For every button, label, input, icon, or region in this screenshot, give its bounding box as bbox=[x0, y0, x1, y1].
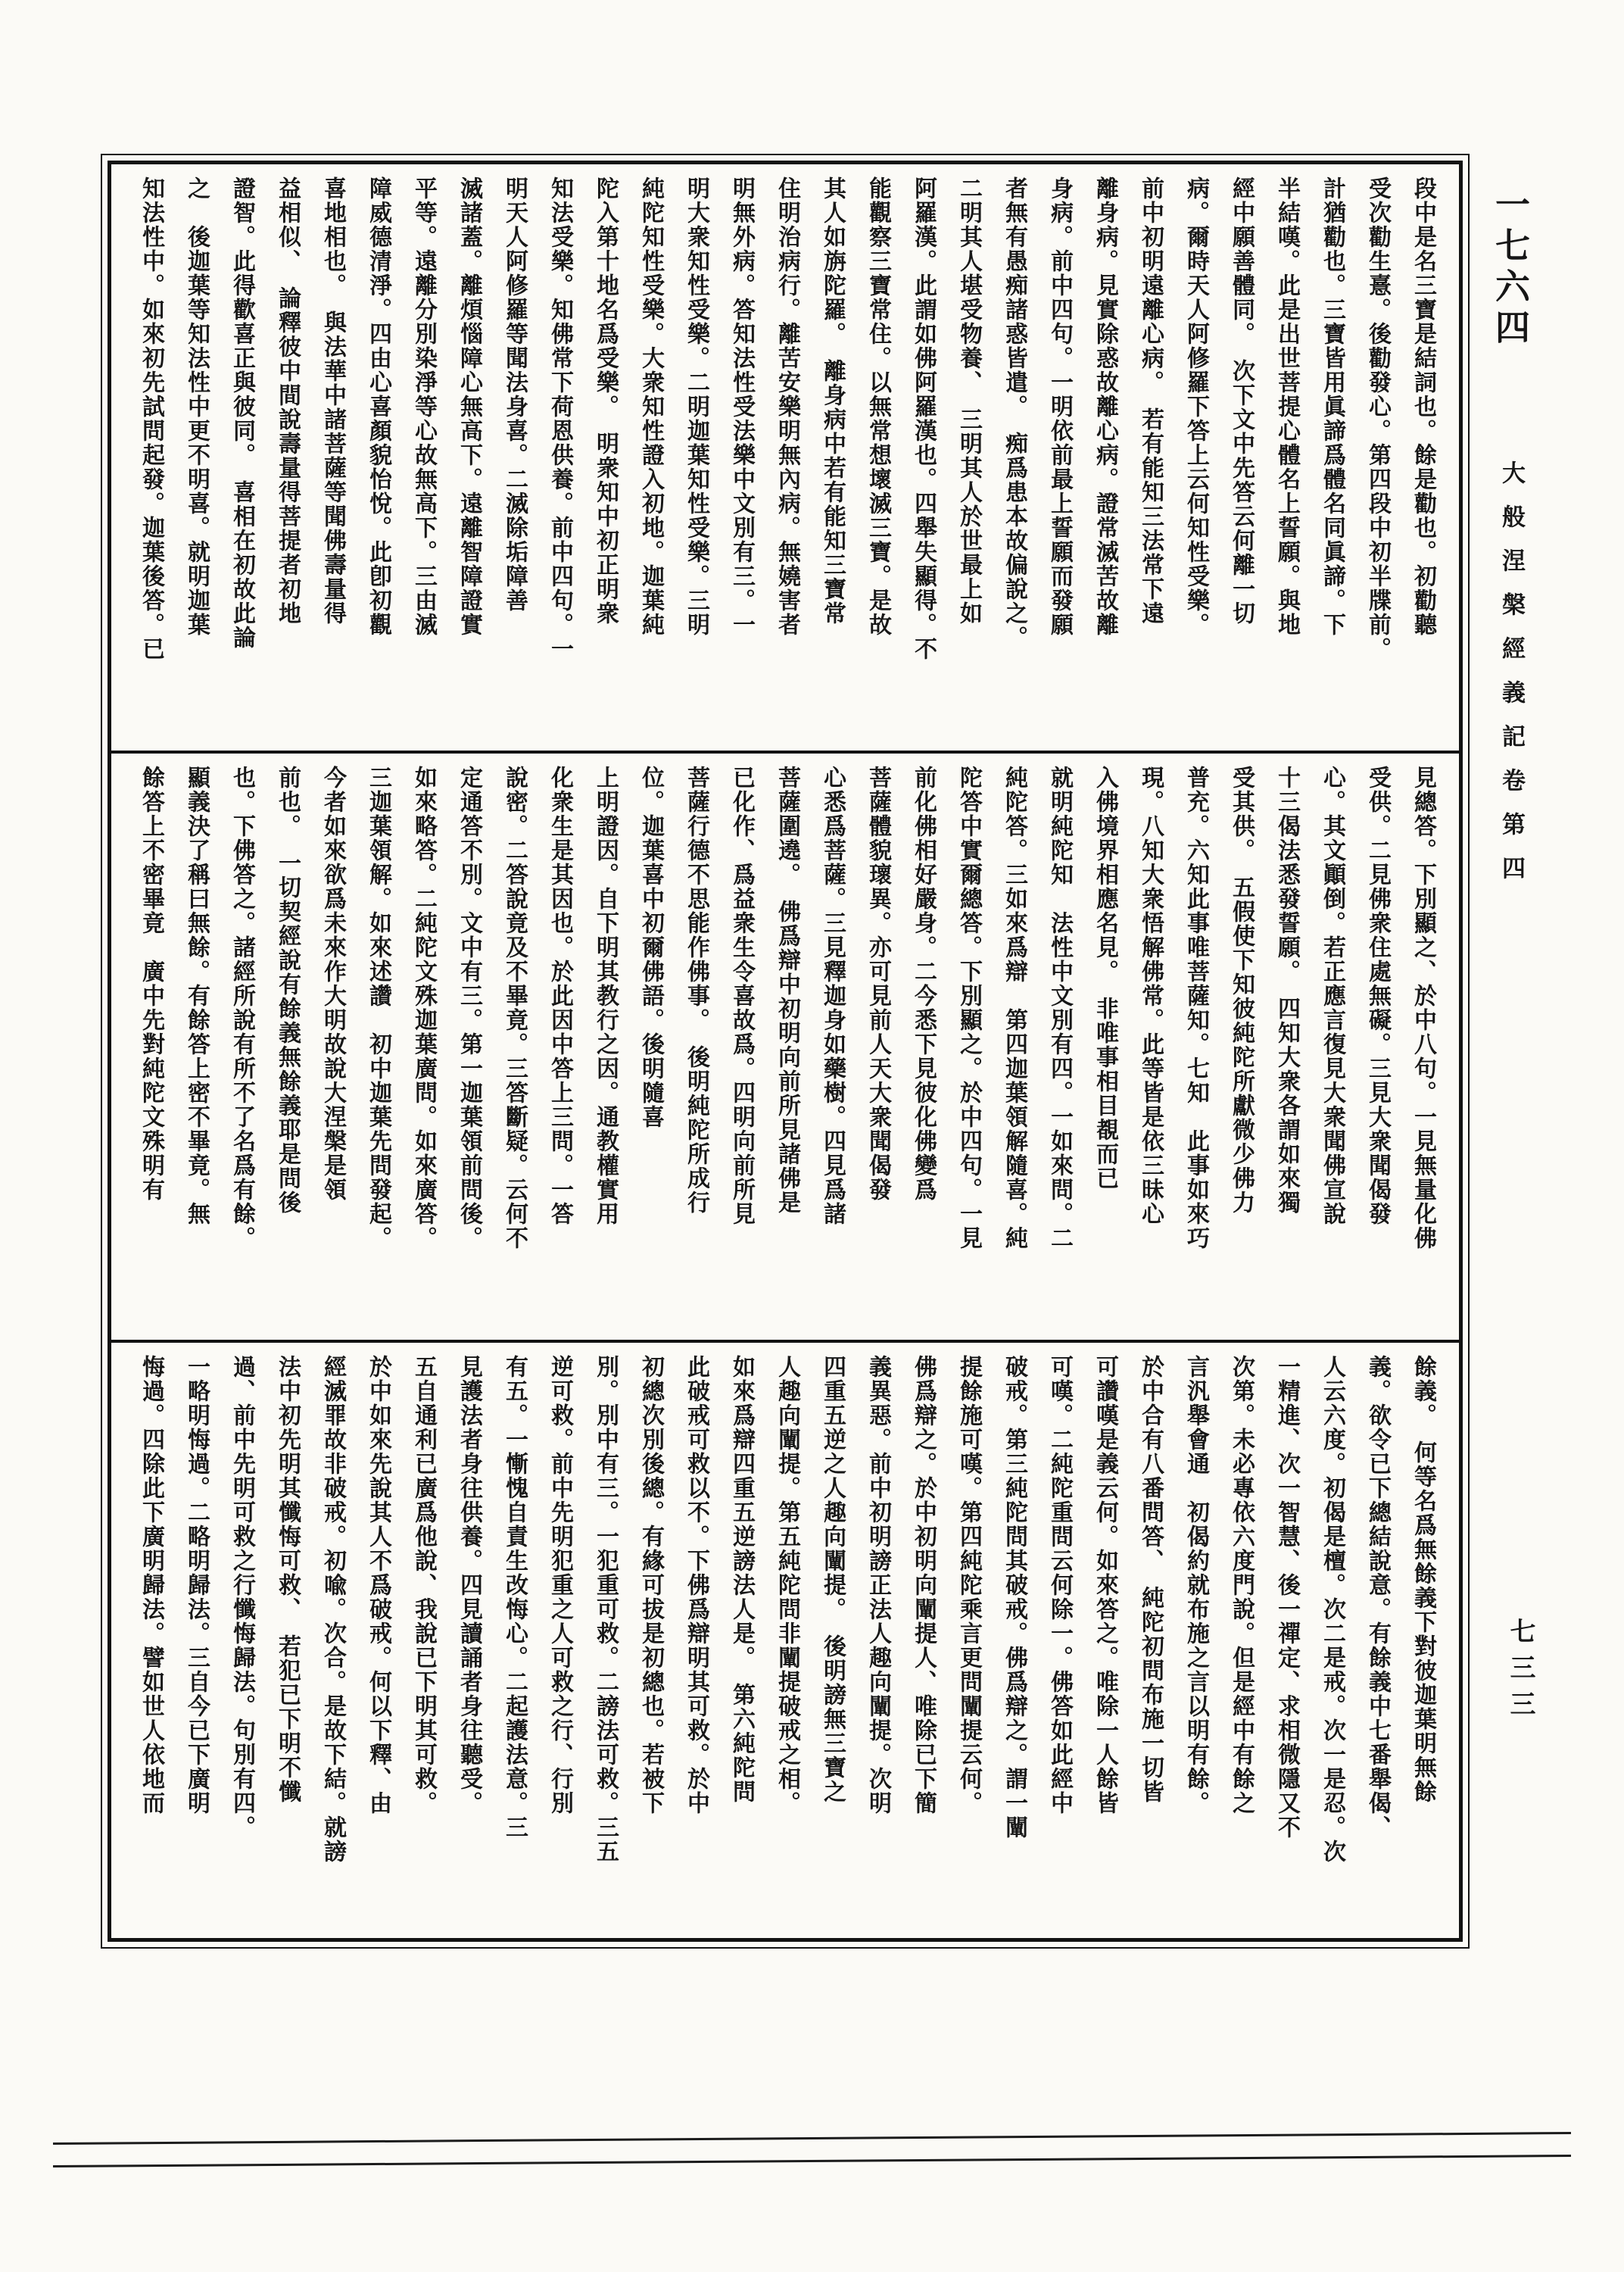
text-column: 此破戒可救以不。下佛爲辯明其可救。於中 bbox=[683, 1355, 709, 1815]
text-column: 離身病。見實除惑故離心病。證常滅苦故離 bbox=[1092, 176, 1118, 637]
text-column: 知法性中。如來初先試問起發。迦葉後答。已 bbox=[138, 176, 164, 661]
text-column: 證智。此得歡喜正與彼同。 喜相在初故此論 bbox=[229, 176, 255, 650]
text-column: 化衆生是其因也。於此因中答上三問。一答 bbox=[547, 766, 573, 1226]
text-column: 餘答上不密畢竟 廣中先對純陀文殊明有 bbox=[138, 766, 164, 1202]
text-column: 受其供。 五假使下知彼純陀所獻微少佛力 bbox=[1228, 766, 1255, 1215]
text-column: 經滅罪故非破戒。初喩。次合。是故下結。就謗 bbox=[320, 1355, 346, 1864]
text-column: 明大衆知性受樂。二明迦葉知性受樂。三明 bbox=[683, 176, 709, 637]
text-column: 四重五逆之人趣向闡提。 後明謗無三寶之 bbox=[819, 1355, 846, 1804]
text-column: 益相似、 論釋彼中間說壽量得菩提者初地 bbox=[274, 176, 301, 626]
text-column: 純陀知性受樂。大衆知性證入初地。迦葉純 bbox=[637, 176, 664, 637]
text-column: 法中初先明其懺悔可救、 若犯已下明不懺 bbox=[274, 1355, 301, 1804]
band-2 bbox=[111, 754, 1459, 1343]
text-column: 知法受樂。知佛常下荷恩供養。前中四句。一 bbox=[547, 176, 573, 661]
text-column: 於中如來先說其人不爲破戒。何以下釋、由 bbox=[365, 1355, 391, 1815]
text-column: 心。其文顚倒。若正應言復見大衆聞佛宣說 bbox=[1319, 766, 1345, 1226]
margin-scripture-title: 大般涅槃經義記卷第四 bbox=[1498, 460, 1525, 900]
text-column: 上明證因。自下明其教行之因。通教權實用 bbox=[592, 766, 619, 1226]
text-column: 前化佛相好嚴身。二今悉下見彼化佛變爲 bbox=[910, 766, 937, 1202]
margin-sheet-number: 七三三 bbox=[1505, 1618, 1535, 1727]
text-column: 已化作、爲益衆生令喜故爲。四明向前所見 bbox=[728, 766, 755, 1226]
text-column: 有五。一慚愧自責生改悔心。二起護法意。三 bbox=[501, 1355, 528, 1840]
text-column: 前也。 一切契經說有餘義無餘義耶是問後 bbox=[274, 766, 301, 1215]
text-column: 前中初明遠離心病。 若有能知三法常下遠 bbox=[1137, 176, 1164, 626]
text-column: 見總答。下別顯之、於中八句。一見無量化佛 bbox=[1410, 766, 1436, 1250]
text-column: 段中是名三寶是結詞也。餘是勸也。初勸聽 bbox=[1410, 176, 1436, 637]
text-column: 顯義決了稱曰無餘。有餘答上密不畢竟。無 bbox=[183, 766, 210, 1226]
text-column: 五自通利已廣爲他說、我說已下明其可救。 bbox=[410, 1355, 437, 1815]
text-column: 義。欲令已下總結說意。有餘義中七番舉偈、 bbox=[1364, 1355, 1391, 1840]
text-column: 一略明悔過。二略明歸法。三自今已下廣明 bbox=[183, 1355, 210, 1815]
text-column: 就明純陀知 法性中文別有四。一如來問。二 bbox=[1046, 766, 1073, 1250]
margin-volume-page-number: 一七六四 bbox=[1490, 186, 1531, 350]
text-column: 一精進、次一智慧、後一禪定、求相微隱又不 bbox=[1273, 1355, 1300, 1840]
text-column: 次第。未必專依六度門說。但是經中有餘之 bbox=[1228, 1355, 1255, 1815]
text-column: 陀答中實爾總答。下別顯之。於中四句。一見 bbox=[955, 766, 982, 1250]
text-column: 受供。二見佛衆住處無礙。三見大衆聞偈發 bbox=[1364, 766, 1391, 1226]
text-column: 陀入第十地名爲受樂。 明衆知中初正明衆 bbox=[592, 176, 619, 626]
text-column: 破戒。第三純陀問其破戒。佛爲辯之。謂一闡 bbox=[1001, 1355, 1027, 1840]
text-column: 如來略答。二純陀文殊迦葉廣問。如來廣答。 bbox=[410, 766, 437, 1250]
text-column: 菩薩體貌瓌異。亦可見前人天大衆聞偈發 bbox=[865, 766, 891, 1202]
text-column: 純陀答。三如來爲辯 第四迦葉領解隨喜。純 bbox=[1001, 766, 1027, 1250]
text-column: 之 後迦葉等知法性中更不明喜。就明迦葉 bbox=[183, 176, 210, 637]
text-frame bbox=[108, 161, 1463, 1942]
text-column: 阿羅漢。此謂如佛阿羅漢也。四舉失顯得。不 bbox=[910, 176, 937, 661]
text-column: 初總次別後總。有緣可拔是初總也。若被下 bbox=[637, 1355, 664, 1815]
text-column: 今者如來欲爲未來作大明故說大涅槃是領 bbox=[320, 766, 346, 1202]
footer-rule bbox=[53, 2155, 1571, 2167]
text-column: 定通答不別。文中有三。第一迦葉領前問後。 bbox=[456, 766, 482, 1250]
text-column: 普充。六知此事唯菩薩知。七知 此事如來巧 bbox=[1183, 766, 1209, 1250]
text-column: 見護法者身往供養。四見讀誦者身往聽受。 bbox=[456, 1355, 482, 1815]
text-column: 平等。遠離分別染淨等心故無高下。三由滅 bbox=[410, 176, 437, 637]
text-column: 提餘施可嘆。第四純陀乘言更問闡提云何。 bbox=[955, 1355, 982, 1815]
text-column: 人云六度。初偈是檀。次二是戒。次一是忍。次 bbox=[1319, 1355, 1345, 1864]
text-column: 可讚嘆是義云何。如來答之。唯除一人餘皆 bbox=[1092, 1355, 1118, 1815]
text-column: 過、前中先明可救之行懺悔歸法。句別有四。 bbox=[229, 1355, 255, 1840]
text-column: 障威德清淨。四由心喜顏貌怡悅。此卽初觀 bbox=[365, 176, 391, 637]
text-column: 病。爾時天人阿修羅下答上云何知性受樂。 bbox=[1183, 176, 1209, 637]
text-column: 現。八知大衆悟解佛常。此等皆是依三昧心 bbox=[1137, 766, 1164, 1226]
text-column: 菩薩圍遶。 佛爲辯中初明向前所見諸佛是 bbox=[774, 766, 800, 1215]
text-column: 逆可救。前中先明犯重之人可救之行、行別 bbox=[547, 1355, 573, 1815]
text-column: 明無外病。答知法性受法樂中文別有三。一 bbox=[728, 176, 755, 637]
text-column: 能觀察三寶常住。以無常想壞滅三寶。是故 bbox=[865, 176, 891, 637]
footer-rule bbox=[53, 2132, 1571, 2145]
text-column: 於中合有八番問答、 純陀初問布施一切皆 bbox=[1137, 1355, 1164, 1804]
text-column: 身病。前中四句。一明依前最上誓願而發願 bbox=[1046, 176, 1073, 637]
band-3 bbox=[111, 1343, 1459, 1915]
text-column: 入佛境界相應名見。 非唯事相目覩而已 bbox=[1092, 766, 1118, 1191]
text-column: 滅諸蓋。離煩惱障心無高下。遠離智障證實 bbox=[456, 176, 482, 637]
text-column: 可嘆。二純陀重問云何除一。佛答如此經中 bbox=[1046, 1355, 1073, 1815]
text-column: 義異惡。前中初明謗正法人趣向闡提。次明 bbox=[865, 1355, 891, 1815]
text-column: 悔過。四除此下廣明歸法。譬如世人依地而 bbox=[138, 1355, 164, 1815]
text-column: 別。別中有三。一犯重可救。二謗法可救。三五 bbox=[592, 1355, 619, 1864]
text-column: 心悉爲菩薩。三見釋迦身如藥樹。四見爲諸 bbox=[819, 766, 846, 1226]
band-1 bbox=[111, 164, 1459, 754]
text-column: 人趣向闡提。第五純陀問非闡提破戒之相。 bbox=[774, 1355, 800, 1815]
text-column: 如來爲辯四重五逆謗法人是。 第六純陀問 bbox=[728, 1355, 755, 1804]
text-column: 者無有愚痴諸惑皆遣。 痴爲患本故偏說之。 bbox=[1001, 176, 1027, 650]
text-column: 其人如旃陀羅。 離身病中若有能知三寶常 bbox=[819, 176, 846, 626]
text-column: 佛爲辯之。於中初明向闡提人、唯除已下簡 bbox=[910, 1355, 937, 1815]
text-column: 二明其人堪受物養、 三明其人於世最上如 bbox=[955, 176, 982, 626]
text-column: 菩薩行德不思能作佛事。 後明純陀所成行 bbox=[683, 766, 709, 1215]
text-column: 十三偈法悉發誓願。 四知大衆各謂如來獨 bbox=[1273, 766, 1300, 1215]
text-column: 言汎舉會通 初偈約就布施之言以明有餘。 bbox=[1183, 1355, 1209, 1815]
text-column: 受次勸生憙。後勸發心。第四段中初半牒前。 bbox=[1364, 176, 1391, 661]
text-column: 住明治病行。離苦安樂明無內病。無嬈害者 bbox=[774, 176, 800, 637]
text-column: 餘義。 何等名爲無餘義下對彼迦葉明無餘 bbox=[1410, 1355, 1436, 1804]
text-column: 半結嘆。此是出世菩提心體名上誓願。與地 bbox=[1273, 176, 1300, 637]
text-column: 也。下佛答之。諸經所說有所不了名爲有餘。 bbox=[229, 766, 255, 1250]
text-column: 明天人阿修羅等聞法身喜。二滅除垢障善 bbox=[501, 176, 528, 613]
text-column: 三迦葉領解。如來述讚 初中迦葉先問發起。 bbox=[365, 766, 391, 1250]
text-column: 喜地相也。 與法華中諸菩薩等聞佛壽量得 bbox=[320, 176, 346, 626]
text-column: 經中願善體同。 次下文中先答云何離一切 bbox=[1228, 176, 1255, 626]
text-column: 說密。二答說竟及不畢竟。三答斷疑。云何不 bbox=[501, 766, 528, 1250]
text-column: 計猶勸也。三寶皆用眞諦爲體名同眞諦。下 bbox=[1319, 176, 1345, 637]
text-column: 位。迦葉喜中初爾佛語。後明隨喜 bbox=[637, 766, 664, 1129]
